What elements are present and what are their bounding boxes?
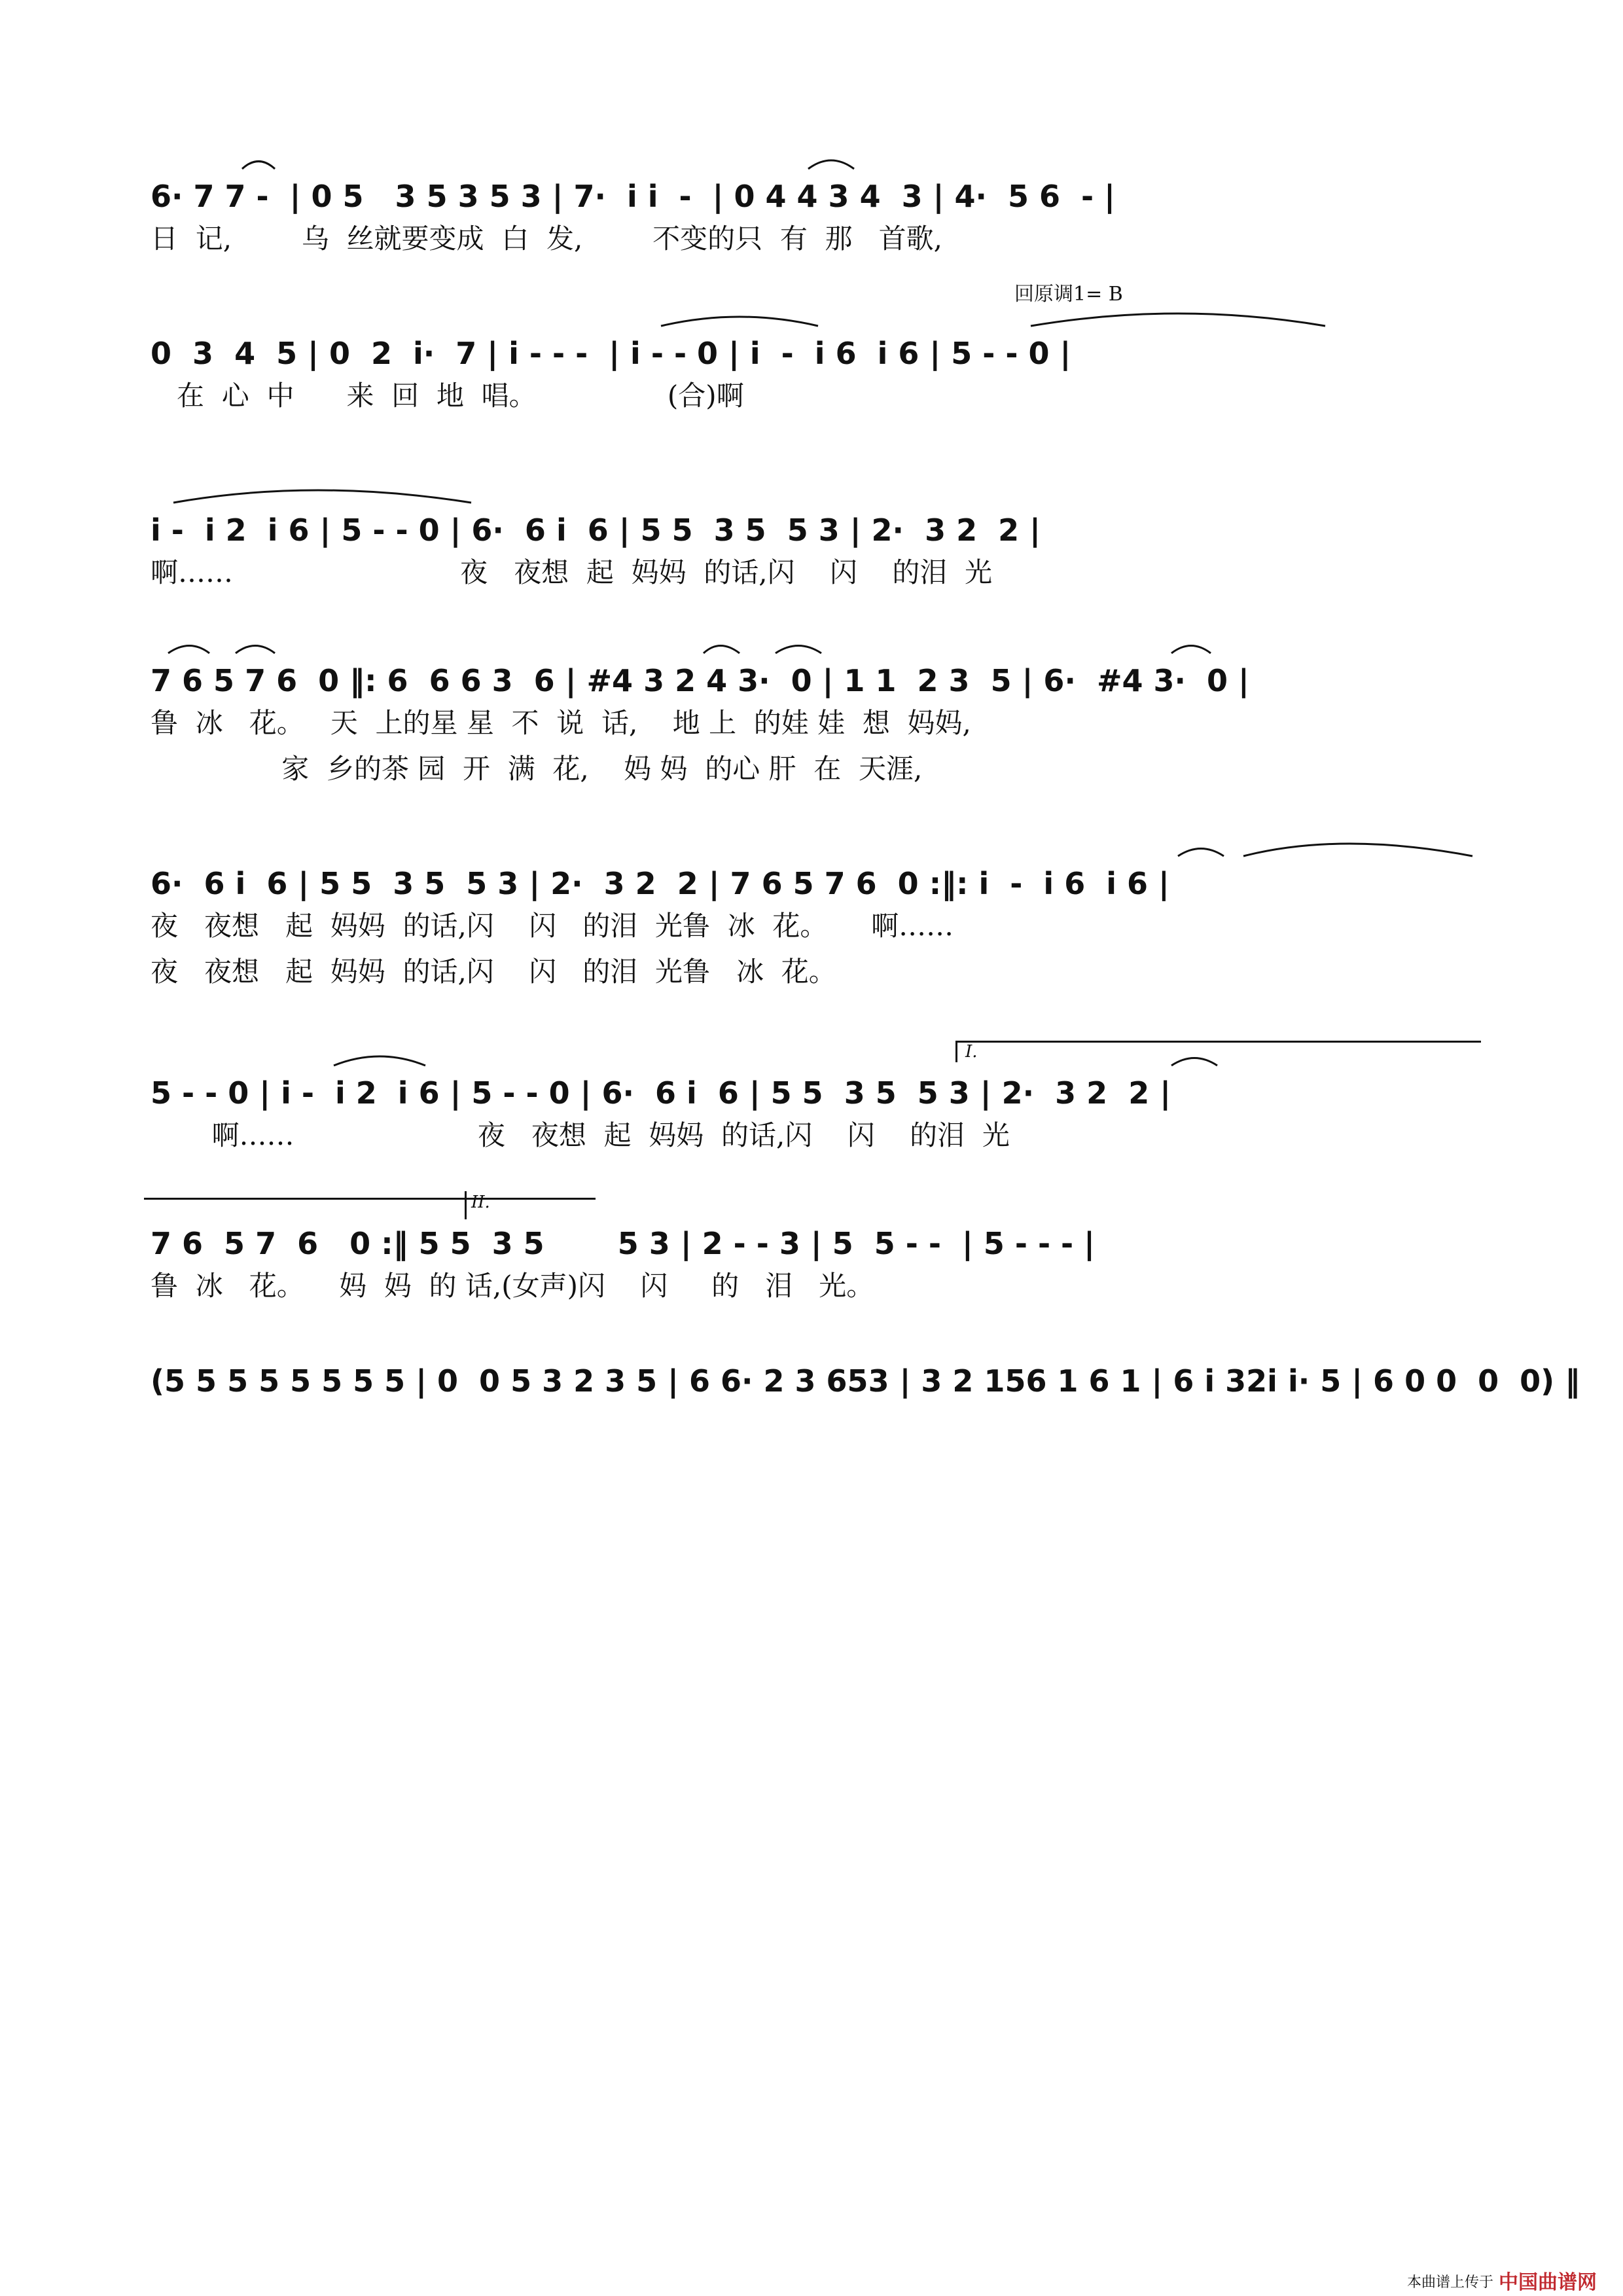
notation-line: 5 - - 0 | i - i 2 i 6 | 5 - - 0 | 6· 6 i 6 | 5 5 3 5 5 3 | 2· 3 2 2 |: [151, 1075, 1171, 1111]
notation-line: i - i 2 i 6 | 5 - - 0 | 6· 6 i 6 | 5 5 3 5 5 3 | 2· 3 2 2 |: [151, 512, 1041, 548]
notation-line: 0 3 4 5 | 0 2 i· 7 | i - - - | i - - 0 | i - i 6 i 6 | 5 - - 0 |: [151, 336, 1071, 371]
notation-line: (5 5 5 5 5 5 5 5 | 0 0 5 3 2 3 5 | 6 6· 2 3 653 | 3 2 156 1 6 1 | 6 i 32i i· 5 | 6 0 0 0 0) ‖: [151, 1363, 1580, 1399]
lyric-line: 夜 夜想 起 妈妈 的话,闪 闪 的泪 光鲁 冰 花。 啊……: [151, 910, 954, 942]
notation-line: 7 6 5 7 6 0 ‖: 6 6 6 3 6 | #4 3 2 4 3· 0 | 1 1 2 3 5 | 6· #4 3· 0 |: [151, 663, 1249, 698]
lyric-line: 鲁 冰 花。 妈 妈 的 话,(女声)闪 闪 的 泪 光。: [151, 1270, 874, 1302]
volta-label: II.: [471, 1193, 490, 1212]
lyric-line: 家 乡的茶 园 开 满 花, 妈 妈 的心 肝 在 天涯,: [151, 753, 923, 785]
notation-line: 6· 6 i 6 | 5 5 3 5 5 3 | 2· 3 2 2 | 7 6 5 7 6 0 :‖: i - i 6 i 6 |: [151, 866, 1169, 901]
key-change-label: 回原调1= B: [1014, 283, 1123, 306]
site-logo: 中国曲谱网: [1499, 2271, 1597, 2294]
lyric-line: 鲁 冰 花。 天 上的星 星 不 说 话, 地 上 的娃 娃 想 妈妈,: [151, 707, 971, 739]
lyric-line: 日 记, 乌 丝就要变成 白 发, 不变的只 有 那 首歌,: [151, 223, 942, 255]
lyric-line: 啊…… 夜 夜想 起 妈妈 的话,闪 闪 的泪 光: [151, 1119, 1010, 1151]
footer-text: 本曲谱上传于: [1407, 2274, 1494, 2291]
lyric-line: 在 心 中 来 回 地 唱。 (合)啊: [151, 380, 744, 412]
notation-line: 6· 7 7 - | 0 5 3 5 3 5 3 | 7· i i - | 0 4 4 3 4 3 | 4· 5 6 - |: [151, 179, 1115, 214]
lyric-line: 啊…… 夜 夜想 起 妈妈 的话,闪 闪 的泪 光: [151, 556, 993, 588]
volta-label: I.: [965, 1042, 978, 1062]
notation-line: 7 6 5 7 6 0 :‖ 5 5 3 5 5 3 | 2 - - 3 | 5 5 - - | 5 - - - |: [151, 1226, 1095, 1261]
lyric-line: 夜 夜想 起 妈妈 的话,闪 闪 的泪 光鲁 冰 花。: [151, 956, 836, 988]
